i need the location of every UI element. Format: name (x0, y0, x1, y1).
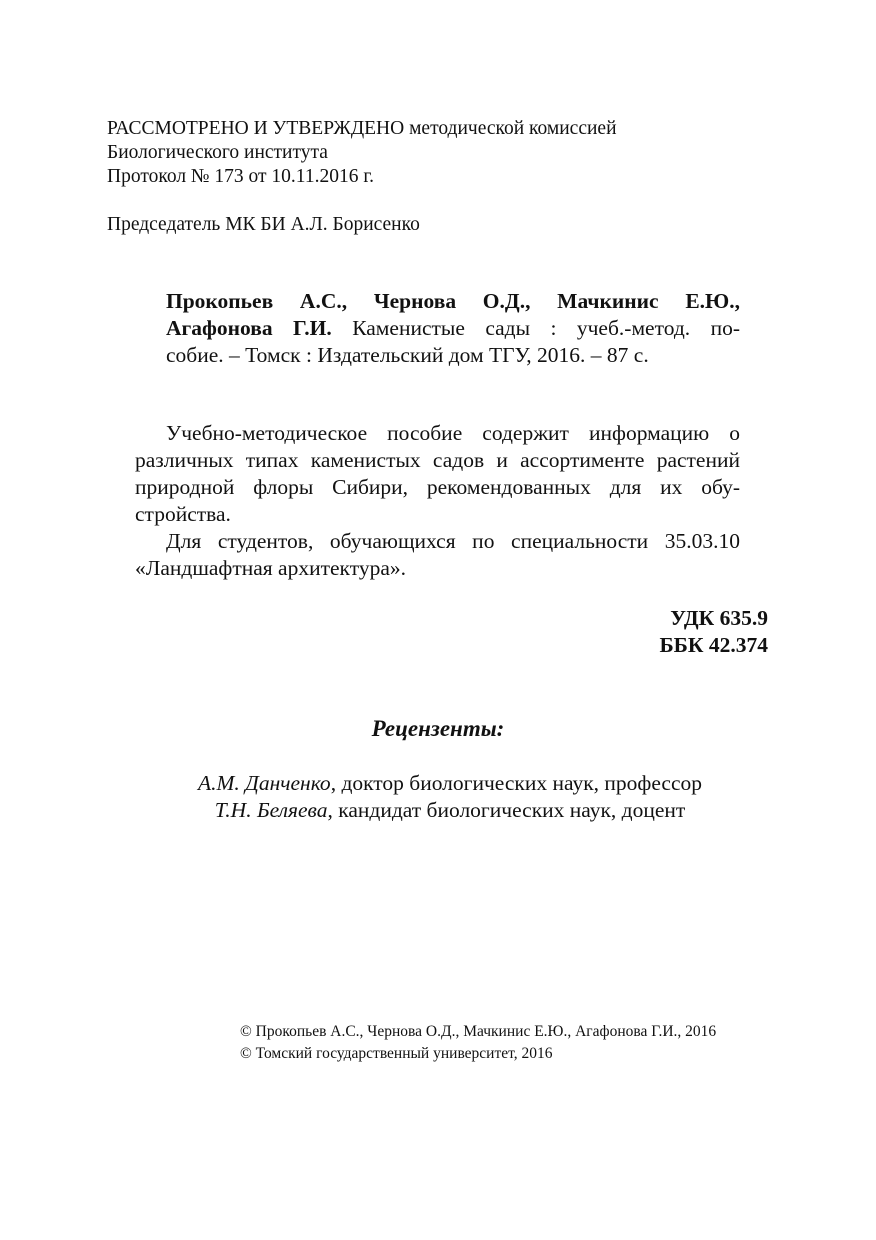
reviewer-desc: , доктор биологических наук, профессор (330, 771, 703, 795)
abstract-line: Для студентов, обучающихся по специальности 35.03.10 (166, 529, 740, 553)
copyright-block (240, 1021, 716, 1065)
approval-line-2: Биологического института (107, 142, 328, 163)
udc-code: УДК 635.9 (670, 606, 768, 630)
chairman-line: Председатель МК БИ А.Л. Борисенко (107, 214, 420, 235)
biblio-authors-2: Агафонова Г.И. (166, 316, 332, 340)
reviewers-list (0, 770, 876, 824)
biblio-authors-1: Прокопьев А.С., Чернова О.Д., Мачкинис Е.Ю., (166, 289, 740, 313)
approval-commission: методической комиссией (404, 118, 617, 139)
reviewer-name: Т.Н. Беляева (214, 798, 328, 822)
biblio-title: Каменистые сады : учеб.-метод. по- (331, 316, 740, 340)
biblio-line-1 (166, 288, 740, 315)
approval-protocol: Протокол № 173 от 10.11.2016 г. (107, 166, 374, 187)
abstract-line: различных типах каменистых садов и ассортименте растений (135, 448, 740, 472)
abstract-line: Учебно-методическое пособие содержит информацию о (166, 421, 740, 445)
abstract-line: природной флоры Сибири, рекомендованных для их обу- (135, 475, 740, 499)
bibliographic-record (166, 288, 740, 369)
reviewer-item (0, 797, 876, 824)
bbk-code: ББК 42.374 (659, 633, 768, 657)
abstract-line: «Ландшафтная архитектура». (135, 556, 406, 580)
classification-codes (659, 605, 768, 659)
approval-caps: РАССМОТРЕНО И УТВЕРЖДЕНО (107, 118, 405, 139)
biblio-line-3: собие. – Томск : Издательский дом ТГУ, 2016. – 87 с. (166, 343, 649, 367)
reviewer-item (0, 770, 876, 797)
abstract-line: стройства. (135, 502, 231, 526)
approval-block (107, 117, 787, 189)
copyright-authors: © Прокопьев А.С., Чернова О.Д., Мачкинис Е.Ю., Агафонова Г.И., 2016 (240, 1023, 717, 1040)
reviewer-desc: , кандидат биологических наук, доцент (327, 798, 686, 822)
biblio-line-2 (166, 315, 740, 342)
reviewers-heading: Рецензенты: (371, 716, 505, 741)
approval-line-1 (107, 117, 787, 141)
reviewer-name: А.М. Данченко (197, 771, 331, 795)
copyright-university: © Томский государственный университет, 2016 (240, 1045, 553, 1062)
abstract-block (135, 420, 740, 582)
